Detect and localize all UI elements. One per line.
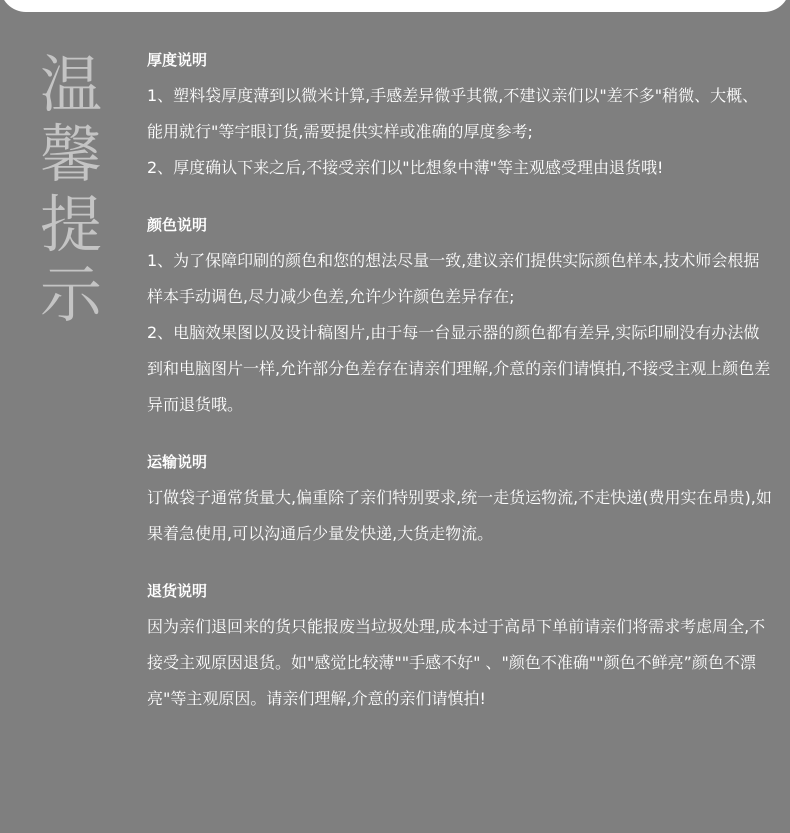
section-paragraph: 订做袋子通常货量大,偏重除了亲们特别要求,统一走货运物流,不走快递(费用实在昂贵),如果着急使用,可以沟通后少量发快递,大货走物流。	[147, 488, 772, 543]
section-paragraph: 2、电脑效果图以及设计稿图片,由于每一台显示器的颜色都有差异,实际印刷没有办法做到和电脑图片一样,允许部分色差存在请亲们理解,介意的亲们请慎拍,不接受主观上颜色差异而退货哦。	[147, 323, 771, 414]
section-paragraph: 因为亲们退回来的货只能报废当垃圾处理,成本过于高昂下单前请亲们将需求考虑周全,不接受主观原因退货。如"感觉比较薄""手感不好" 、"颜色不准确""颜色不鲜亮”颜色不漂亮"等主观原因。请亲们理解,介意的亲们请慎拍!	[147, 617, 766, 708]
side-title	[36, 50, 106, 330]
side-title-char: 馨	[39, 118, 102, 191]
side-title-char: 温	[39, 48, 102, 121]
section-shipping	[147, 450, 772, 552]
section-title: 颜色说明	[147, 216, 208, 234]
section-paragraph: 2、厚度确认下来之后,不接受亲们以"比想象中薄"等主观感受理由退货哦!	[147, 158, 664, 177]
side-title-char: 提	[39, 188, 102, 261]
notice-content	[147, 48, 772, 717]
section-paragraph: 1、为了保障印刷的颜色和您的想法尽量一致,建议亲们提供实际颜色样本,技术师会根据样本手动调色,尽力减少色差,允许少许颜色差异存在;	[147, 251, 760, 306]
section-paragraph: 1、塑料袋厚度薄到以微米计算,手感差异微乎其微,不建议亲们以"差不多"稍微、大概、能用就行"等宇眼订货,需要提供实样或准确的厚度参考;	[147, 86, 759, 141]
section-title: 运输说明	[147, 453, 208, 471]
section-title: 退货说明	[147, 582, 208, 600]
top-card	[0, 0, 790, 12]
section-title: 厚度说明	[147, 51, 208, 69]
section-thickness	[147, 48, 772, 186]
section-returns	[147, 579, 772, 717]
side-title-char: 示	[39, 258, 102, 331]
section-color	[147, 213, 772, 423]
